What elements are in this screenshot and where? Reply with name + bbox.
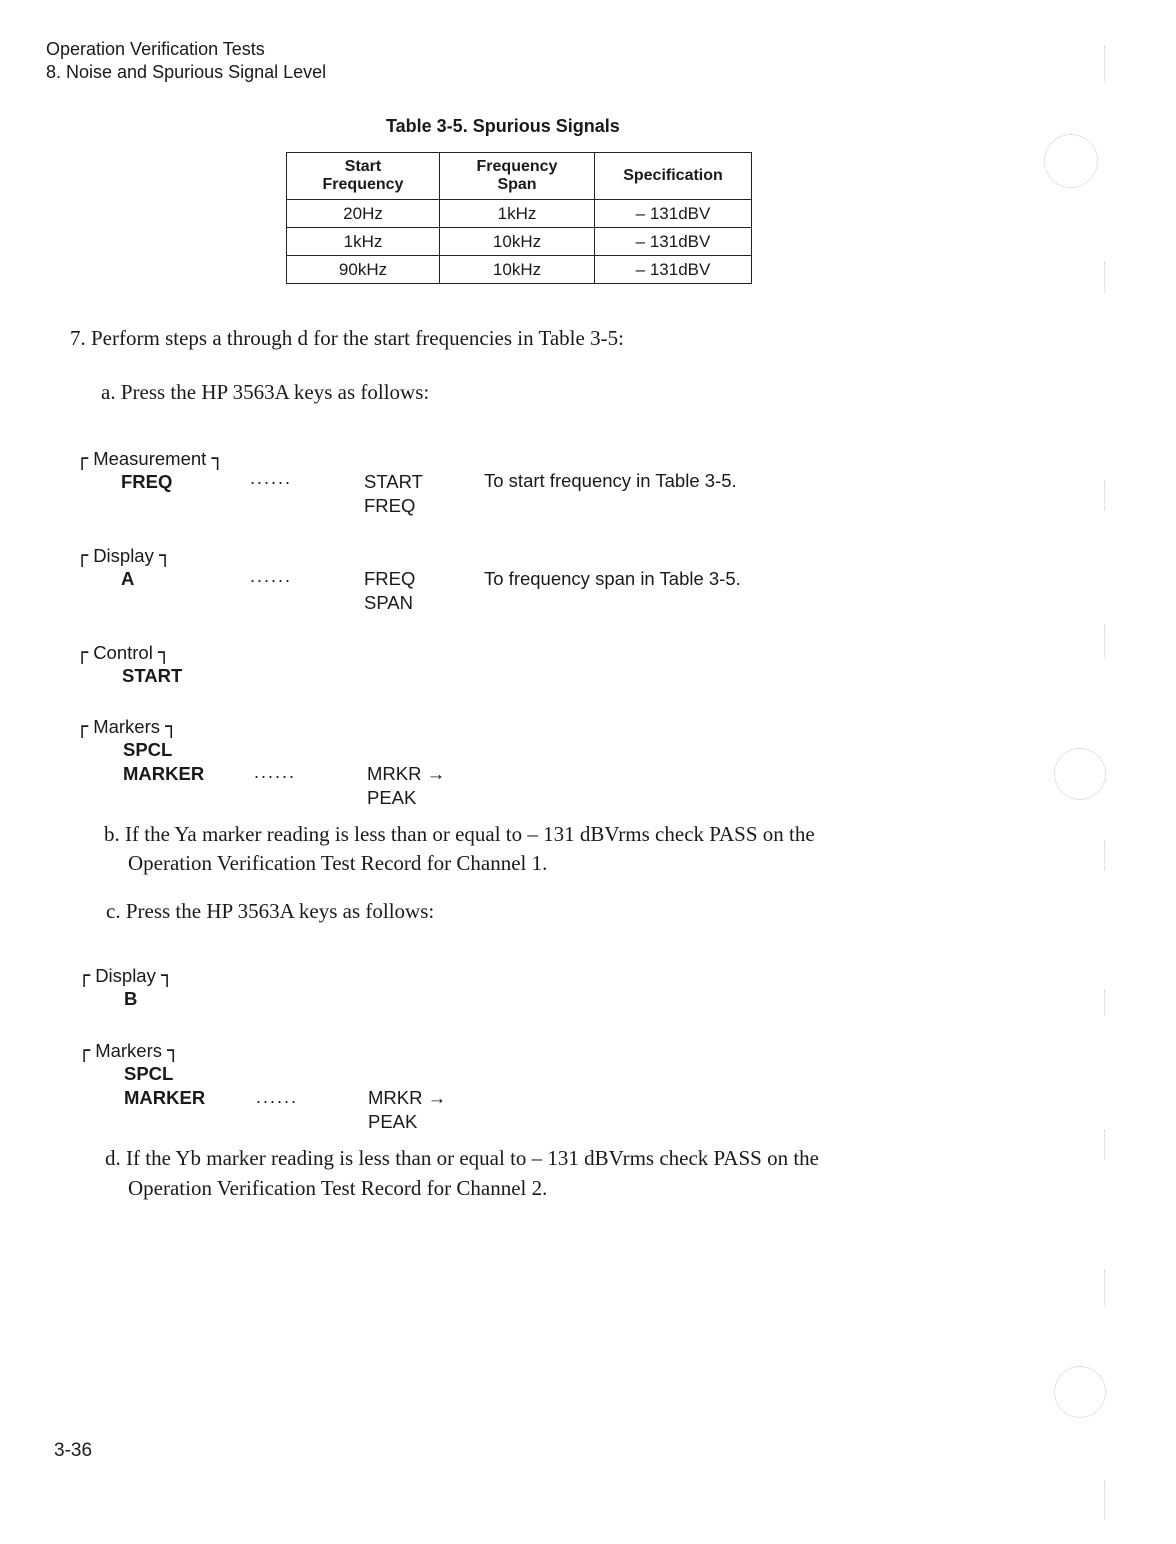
spcl-marker-b-hardkey[interactable] <box>124 1062 205 1110</box>
softkey-line: MRKR → <box>368 1087 447 1108</box>
open-bracket-icon: ┌ <box>76 640 89 664</box>
softkey-line: START <box>364 471 423 492</box>
table-caption: Table 3-5. Spurious Signals <box>386 116 620 136</box>
binder-hole-icon <box>1054 748 1106 800</box>
step-d-line-2: Operation Verification Test Record for Channel 2. <box>128 1176 548 1200</box>
hardkey-line: SPCL <box>123 739 173 760</box>
page-number: 3-36 <box>54 1440 93 1461</box>
group-name: Display <box>95 965 156 986</box>
softkey-line: PEAK <box>368 1111 418 1132</box>
running-header-section: 8. Noise and Spurious Signal Level <box>46 62 327 82</box>
table-cell: – 131dBV <box>595 200 752 228</box>
markers-b-key-group-label <box>78 1038 179 1062</box>
table-row <box>287 256 752 284</box>
header-text: Span <box>497 176 537 193</box>
step-7-text: 7. Perform steps a through d for the start frequencies in Table 3-5: <box>70 326 624 350</box>
display-a-hardkey[interactable]: A <box>121 568 135 589</box>
group-name: Measurement <box>93 448 207 469</box>
header-text: Frequency <box>322 176 404 193</box>
group-name: Markers <box>93 716 160 737</box>
open-bracket-icon: ┌ <box>78 1038 91 1062</box>
close-bracket-icon: ┐ <box>167 1038 180 1062</box>
freq-span-softkey[interactable] <box>364 567 415 615</box>
header-text: Specification <box>623 167 723 184</box>
softkey-line: FREQ <box>364 568 416 589</box>
header-text: Frequency <box>476 158 558 175</box>
mrkr-peak-softkey[interactable] <box>367 762 445 810</box>
leader-dots: ...... <box>256 1087 299 1107</box>
table-row <box>287 200 752 228</box>
group-name: Markers <box>95 1040 162 1061</box>
display-key-group-label <box>76 543 171 567</box>
softkey-line: FREQ <box>364 495 416 516</box>
close-bracket-icon: ┐ <box>211 446 224 470</box>
table-row <box>287 228 752 256</box>
column-header-start-frequency <box>287 153 440 200</box>
binder-hole-icon <box>1044 134 1098 188</box>
hardkey-line: MARKER <box>124 1087 206 1108</box>
leader-dots: ...... <box>250 566 293 586</box>
column-header-frequency-span <box>440 153 595 200</box>
step-b-line-2: Operation Verification Test Record for Channel 1. <box>128 851 548 875</box>
hardkey-line: MARKER <box>123 763 205 784</box>
table-cell: 1kHz <box>440 200 595 228</box>
step-b-line-1: b. If the Ya marker reading is less than or equal to – 131 dBVrms check PASS on the <box>104 822 815 846</box>
table-cell: 10kHz <box>440 256 595 284</box>
binder-hole-icon <box>1054 1366 1106 1418</box>
close-bracket-icon: ┐ <box>157 640 171 664</box>
softkey-line: SPAN <box>364 592 414 613</box>
margin-tick <box>1104 1270 1105 1306</box>
close-bracket-icon: ┐ <box>161 963 174 987</box>
table-header-row <box>287 153 752 200</box>
softkey-line: PEAK <box>367 787 417 808</box>
table-cell: 1kHz <box>287 228 440 256</box>
margin-tick <box>1104 990 1105 1016</box>
start-freq-softkey[interactable] <box>364 470 423 518</box>
softkey-line: MRKR → <box>367 763 446 784</box>
spurious-signals-table <box>286 152 752 284</box>
close-bracket-icon: ┐ <box>159 543 172 567</box>
mrkr-peak-b-softkey[interactable] <box>368 1086 446 1134</box>
display-b-hardkey[interactable]: B <box>124 988 138 1009</box>
measurement-note: To start frequency in Table 3-5. <box>484 470 737 491</box>
margin-tick <box>1104 624 1105 658</box>
open-bracket-icon: ┌ <box>78 963 91 987</box>
hardkey-line: SPCL <box>124 1063 174 1084</box>
markers-key-group-label <box>76 714 177 738</box>
measurement-key-group-label <box>76 446 223 470</box>
table-cell: – 131dBV <box>595 228 752 256</box>
open-bracket-icon: ┌ <box>76 543 89 567</box>
margin-tick <box>1104 1480 1105 1520</box>
close-bracket-icon: ┐ <box>165 714 178 738</box>
header-text: Start <box>344 158 382 175</box>
start-hardkey[interactable]: START <box>122 665 183 686</box>
margin-tick <box>1104 1130 1105 1160</box>
freq-hardkey[interactable]: FREQ <box>121 471 173 492</box>
column-header-specification <box>595 153 752 200</box>
group-name: Display <box>93 545 154 566</box>
open-bracket-icon: ┌ <box>76 446 89 470</box>
open-bracket-icon: ┌ <box>76 714 89 738</box>
table-cell: 90kHz <box>287 256 440 284</box>
margin-tick <box>1104 262 1105 292</box>
leader-dots: ...... <box>250 468 293 488</box>
display-note: To frequency span in Table 3-5. <box>484 568 741 589</box>
step-d-line-1: d. If the Yb marker reading is less than or equal to – 131 dBVrms check PASS on the <box>105 1146 819 1170</box>
margin-tick <box>1104 46 1105 82</box>
margin-tick <box>1104 480 1105 510</box>
margin-tick <box>1104 840 1105 870</box>
table-cell: 10kHz <box>440 228 595 256</box>
table-cell: – 131dBV <box>595 256 752 284</box>
spcl-marker-hardkey[interactable] <box>123 738 204 786</box>
leader-dots: ...... <box>254 762 297 782</box>
display-b-key-group-label <box>78 963 173 987</box>
step-a-text: a. Press the HP 3563A keys as follows: <box>101 380 430 404</box>
running-header-title: Operation Verification Tests <box>46 39 265 59</box>
table-cell: 20Hz <box>287 200 440 228</box>
group-name: Control <box>93 642 153 663</box>
control-key-group-label <box>76 640 170 664</box>
step-c-text: c. Press the HP 3563A keys as follows: <box>106 899 435 923</box>
